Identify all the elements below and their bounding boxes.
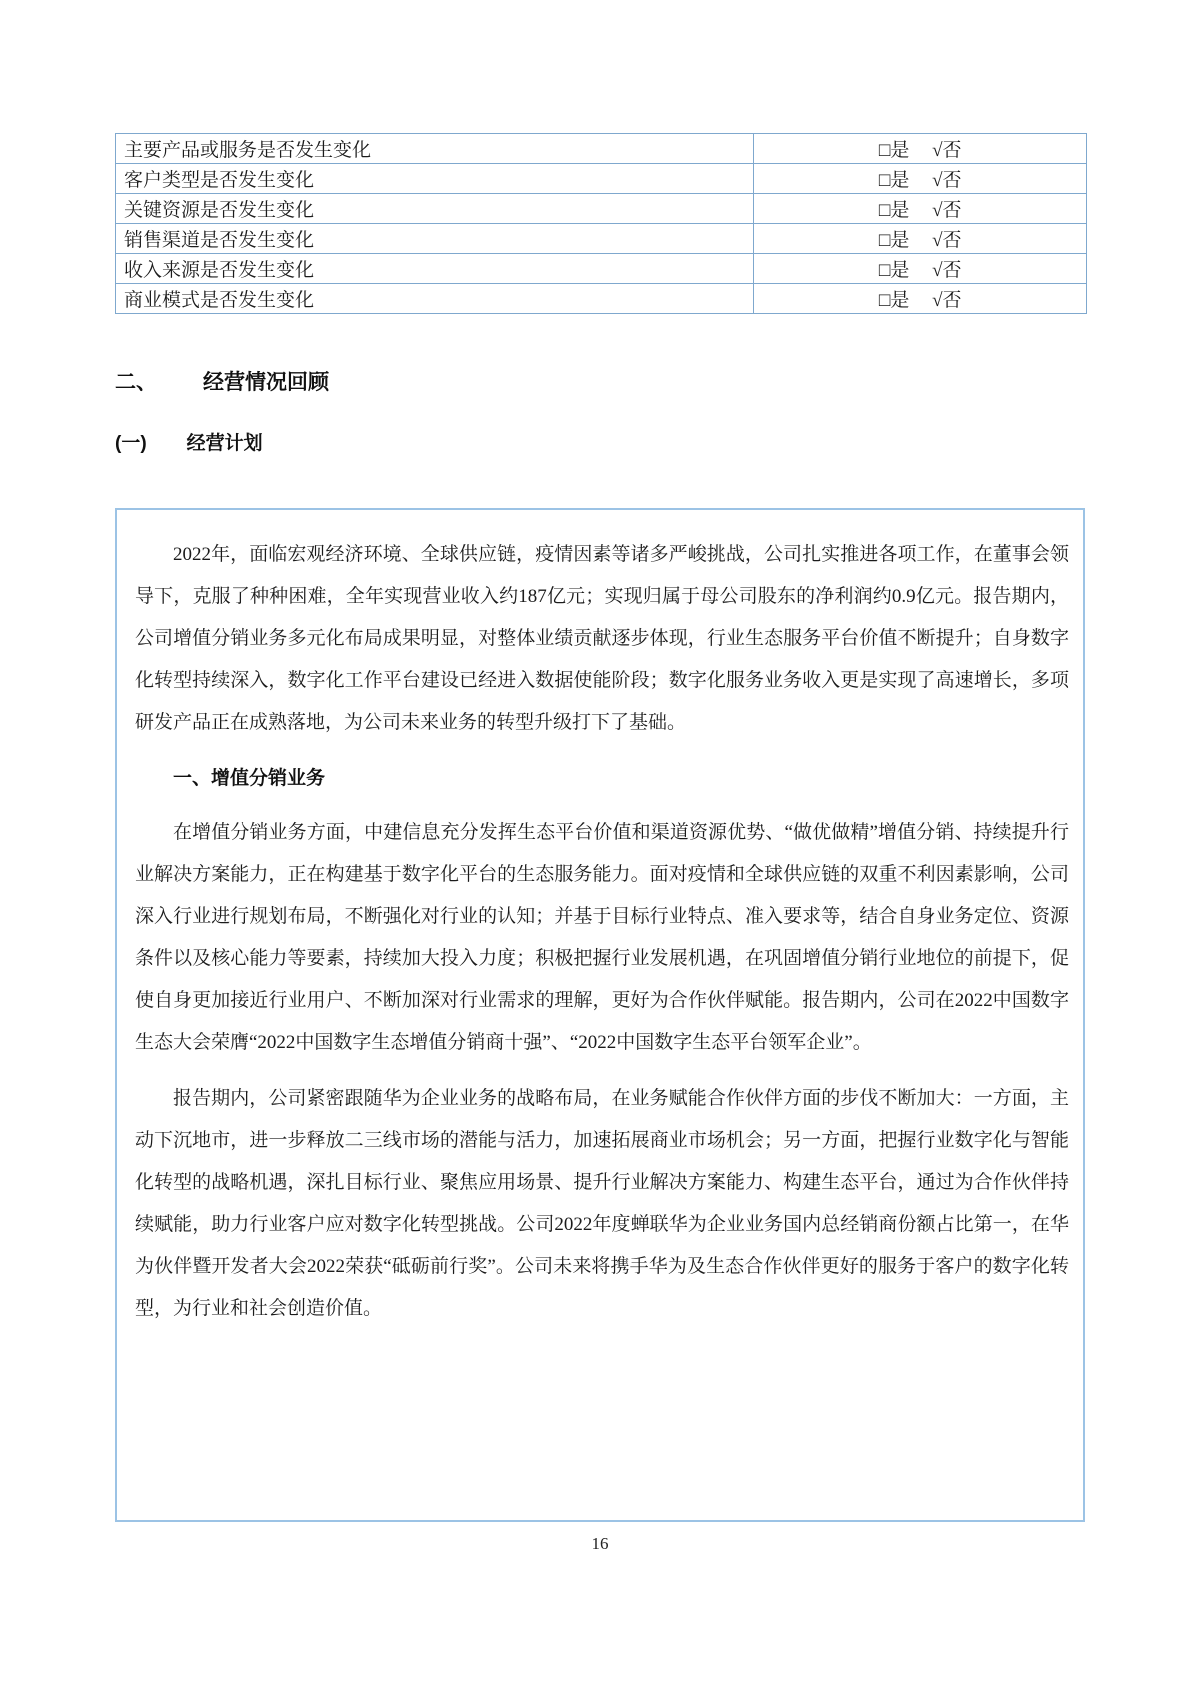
checkbox-no: √否 [932, 140, 962, 161]
change-item-value [754, 254, 1087, 284]
change-item-label: 关键资源是否发生变化 [116, 194, 754, 224]
table-row [116, 284, 1087, 314]
subsection-number: (一) [115, 433, 147, 454]
change-item-value [754, 284, 1087, 314]
section-heading [115, 366, 329, 396]
business-change-table [115, 133, 1087, 314]
paragraph-overview: 2022年，面临宏观经济环境、全球供应链，疫情因素等诸多严峻挑战，公司扎实推进各项工作，在董事会领导下，克服了种种困难，全年实现营业收入约187亿元；实现归属于母公司股东的净利润约0.9亿元。报告期内，公司增值分销业务多元化布局成果明显，对整体业绩贡献逐步体现，行业生态服务平台价值不断提升；自身数字化转型持续深入，数字化工作平台建设已经进入数据使能阶段；数字化服务业务收入更是实现了高速增长，多项研发产品正在成熟落地，为公司未来业务的转型升级打下了基础。 [135, 544, 1069, 733]
checkbox-yes: □是 [878, 200, 910, 221]
change-item-value [754, 224, 1087, 254]
checkbox-yes: □是 [878, 140, 910, 161]
table-row [116, 194, 1087, 224]
page-number: 16 [591, 1534, 609, 1553]
checkbox-yes: □是 [878, 290, 910, 311]
content-box [115, 508, 1085, 1522]
change-item-label: 客户类型是否发生变化 [116, 164, 754, 194]
change-item-value [754, 194, 1087, 224]
change-item-label: 销售渠道是否发生变化 [116, 224, 754, 254]
change-item-label: 收入来源是否发生变化 [116, 254, 754, 284]
table-row [116, 224, 1087, 254]
table-row [116, 254, 1087, 284]
section-number: 二、 [115, 371, 157, 394]
change-item-value [754, 164, 1087, 194]
table-row [116, 164, 1087, 194]
paragraph-huawei: 报告期内，公司紧密跟随华为企业业务的战略布局，在业务赋能合作伙伴方面的步伐不断加大：一方面，主动下沉地市，进一步释放二三线市场的潜能与活力，加速拓展商业市场机会；另一方面，把握行业数字化与智能化转型的战略机遇，深扎目标行业、聚焦应用场景、提升行业解决方案能力、构建生态平台，通过为合作伙伴持续赋能，助力行业客户应对数字化转型挑战。公司2022年度蝉联华为企业业务国内总经销商份额占比第一，在华为伙伴暨开发者大会2022荣获“砥砺前行奖”。公司未来将携手华为及生态合作伙伴更好的服务于客户的数字化转型，为行业和社会创造价值。 [135, 1088, 1069, 1319]
change-item-value [754, 134, 1087, 164]
change-item-label: 主要产品或服务是否发生变化 [116, 134, 754, 164]
section-title: 经营情况回顾 [203, 371, 329, 394]
checkbox-no: √否 [932, 290, 962, 311]
checkbox-yes: □是 [878, 260, 910, 281]
checkbox-yes: □是 [878, 230, 910, 251]
checkbox-no: √否 [932, 170, 962, 191]
table-row [116, 134, 1087, 164]
subsection-heading [115, 428, 263, 455]
sub-subsection-heading: 一、增值分销业务 [173, 768, 326, 789]
change-item-label: 商业模式是否发生变化 [116, 284, 754, 314]
subsection-title: 经营计划 [186, 433, 263, 454]
checkbox-no: √否 [932, 230, 962, 251]
checkbox-yes: □是 [878, 170, 910, 191]
paragraph-distribution: 在增值分销业务方面，中建信息充分发挥生态平台价值和渠道资源优势、“做优做精”增值分销、持续提升行业解决方案能力，正在构建基于数字化平台的生态服务能力。面对疫情和全球供应链的双重不利因素影响，公司深入行业进行规划布局，不断强化对行业的认知；并基于目标行业特点、准入要求等，结合自身业务定位、资源条件以及核心能力等要素，持续加大投入力度；积极把握行业发展机遇，在巩固增值分销行业地位的前提下，促使自身更加接近行业用户、不断加深对行业需求的理解，更好为合作伙伴赋能。报告期内，公司在2022中国数字生态大会荣膺“2022中国数字生态增值分销商十强”、“2022中国数字生态平台领军企业”。 [135, 822, 1069, 1053]
checkbox-no: √否 [932, 260, 962, 281]
checkbox-no: √否 [932, 200, 962, 221]
